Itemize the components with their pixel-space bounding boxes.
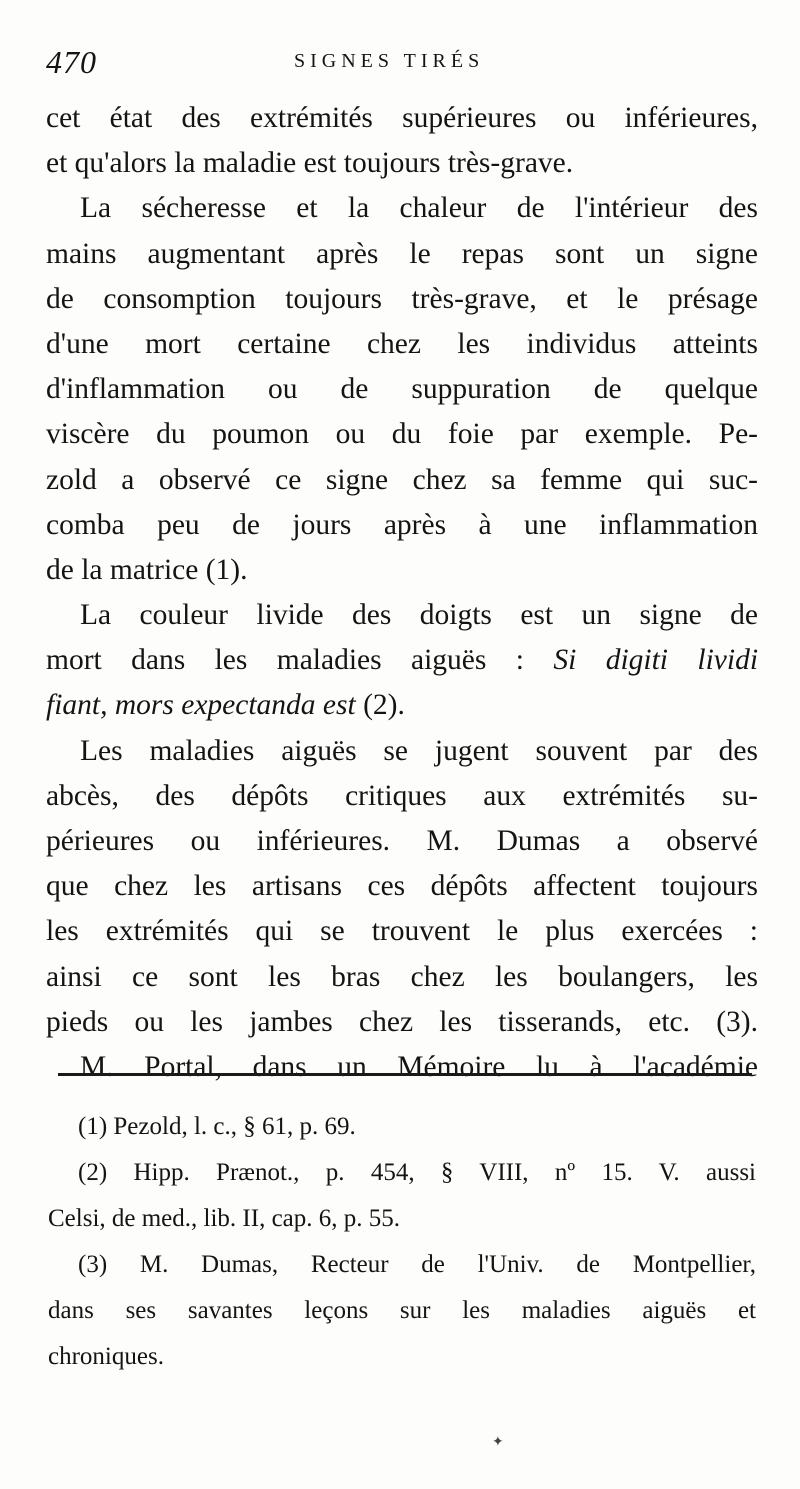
body-text: les extrémités qui se trouvent le plus exercées : — [46, 915, 758, 948]
page-header — [46, 44, 756, 84]
body-line — [46, 322, 758, 367]
body-line — [46, 503, 758, 548]
body-line — [46, 458, 758, 503]
body-line — [46, 729, 758, 774]
body-text: d'inflammation ou de suppuration de quelque — [46, 373, 758, 406]
body-text: abcès, des dépôts critiques aux extrémités su- — [46, 779, 758, 812]
body-line — [46, 232, 758, 277]
footnote-line — [48, 1150, 756, 1196]
body-text: mort dans les maladies aiguës : — [46, 644, 524, 677]
body-line — [46, 141, 758, 186]
body-line — [46, 909, 758, 954]
footnote-text: (2) Hipp. Prænot., p. 454, § VIII, nº 15. V. aussi — [78, 1159, 756, 1186]
footnote-rule — [58, 1073, 752, 1076]
footnote-line — [48, 1288, 756, 1334]
page-number: 470 — [46, 44, 97, 80]
body-line — [46, 638, 758, 683]
body-line — [46, 593, 758, 638]
body-line — [46, 683, 758, 728]
body-italic-text: fiant, mors expectanda est — [46, 689, 356, 722]
body-line — [46, 1000, 758, 1045]
body-line — [46, 277, 758, 322]
body-line — [46, 1045, 758, 1090]
stray-ink-mark: ✦ — [492, 1435, 504, 1450]
footnotes — [48, 1104, 756, 1380]
body-text: M. Portal, dans un Mémoire lu à l'académie — [80, 1050, 758, 1083]
footnote-text: (1) Pezold, l. c., § 61, p. 69. — [78, 1113, 356, 1140]
body-text: d'une mort certaine chez les individus atteints — [46, 327, 758, 360]
body-text — [46, 96, 758, 1090]
body-line — [46, 955, 758, 1000]
body-text: cet état des extrémités supérieures ou inférieures, — [46, 102, 758, 134]
footnote-text: dans ses savantes leçons sur les maladies aiguës et — [48, 1297, 756, 1324]
body-text: périeures ou inférieures. M. Dumas a observé — [46, 825, 758, 857]
body-text: de la matrice (1). — [46, 553, 248, 586]
running-head: SIGNES TIRÉS — [294, 50, 485, 72]
body-text: Les maladies aiguës se jugent souvent par des — [80, 734, 758, 767]
footnote-text: chroniques. — [48, 1343, 164, 1370]
body-text: La couleur livide des doigts est un signe de — [80, 599, 758, 632]
body-text: (2). — [363, 689, 405, 722]
body-line — [46, 96, 758, 141]
body-line — [46, 548, 758, 593]
footnote-line — [48, 1334, 756, 1380]
body-italic-text: Si digiti lividi — [553, 644, 759, 677]
footnote-line — [48, 1196, 756, 1242]
body-line — [46, 367, 758, 412]
body-text: et qu'alors la maladie est toujours très-grave. — [46, 147, 574, 180]
body-text: mains augmentant après le repas sont un signe — [46, 237, 758, 270]
body-text: de consomption toujours très-grave, et le présage — [46, 282, 758, 315]
body-text: viscère du poumon ou du foie par exemple. Pe- — [46, 418, 758, 451]
footnote-text: Celsi, de med., lib. II, cap. 6, p. 55. — [48, 1205, 401, 1232]
footnote-text: (3) M. Dumas, Recteur de l'Univ. de Montpellier, — [78, 1251, 756, 1278]
footnote-line — [48, 1104, 756, 1150]
body-line — [46, 186, 758, 231]
body-line — [46, 819, 758, 864]
footnote-line — [48, 1242, 756, 1288]
body-text: comba peu de jours après à une inflammation — [46, 508, 758, 541]
body-line — [46, 864, 758, 909]
body-text: pieds ou les jambes chez les tisserands, etc. (3). — [46, 1005, 758, 1038]
body-text: que chez les artisans ces dépôts affectent toujours — [46, 870, 758, 903]
body-line — [46, 774, 758, 819]
body-text: La sécheresse et la chaleur de l'intérieur des — [80, 192, 758, 225]
body-line — [46, 412, 758, 457]
body-text: ainsi ce sont les bras chez les boulangers, les — [46, 960, 758, 993]
body-text: zold a observé ce signe chez sa femme qui suc- — [46, 463, 758, 496]
